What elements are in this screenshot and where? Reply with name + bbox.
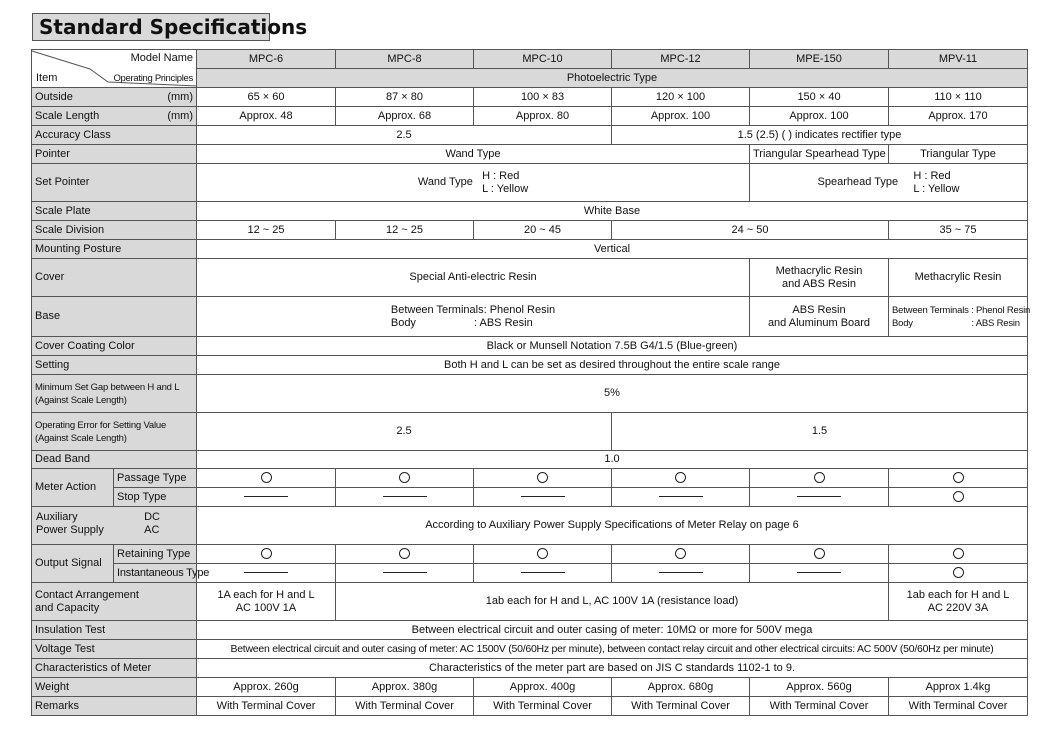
- row-label-coating: Cover Coating Color: [32, 337, 197, 356]
- circle-mark: [750, 469, 889, 488]
- base-value: Between Terminals : Phenol Resin Body : ABS Resin: [889, 297, 1028, 337]
- mounting-value: Vertical: [197, 240, 1028, 259]
- outside-value: 110 × 110: [889, 88, 1028, 107]
- circle-mark: [889, 564, 1028, 583]
- outside-value: 120 × 100: [612, 88, 750, 107]
- scale-division-value: 12 ~ 25: [197, 221, 336, 240]
- row-label-pointer: Pointer: [32, 145, 197, 164]
- scale-division-value: 20 ~ 45: [474, 221, 612, 240]
- set-pointer-value: Wand Type H : Red L : Yellow: [197, 164, 750, 202]
- insulation-value: Between electrical circuit and outer casing of meter: 10MΩ or more for 500V mega: [197, 621, 1028, 640]
- dash-mark: [197, 564, 336, 583]
- aux-power-value: According to Auxiliary Power Supply Specifications of Meter Relay on page 6: [197, 507, 1028, 545]
- scale-length-value: Approx. 100: [612, 107, 750, 126]
- model-header: MPC-12: [612, 50, 750, 69]
- accuracy-value: 2.5: [197, 126, 612, 145]
- scale-length-value: Approx. 68: [336, 107, 474, 126]
- row-label-accuracy: Accuracy Class: [32, 126, 197, 145]
- scale-division-value: 24 ~ 50: [612, 221, 889, 240]
- row-label-scale-division: Scale Division: [32, 221, 197, 240]
- circle-mark: [474, 545, 612, 564]
- pointer-value: Triangular Type: [889, 145, 1028, 164]
- remarks-value: With Terminal Cover: [474, 697, 612, 716]
- circle-mark: [336, 469, 474, 488]
- row-label-min-gap: Minimum Set Gap between H and L (Against Scale Length): [32, 375, 197, 413]
- contact-value: 1A each for H and L AC 100V 1A: [197, 583, 336, 621]
- scale-plate-value: White Base: [197, 202, 1028, 221]
- stop-type-label: Stop Type: [114, 488, 197, 507]
- remarks-value: With Terminal Cover: [197, 697, 336, 716]
- weight-value: Approx 1.4kg: [889, 678, 1028, 697]
- characteristics-value: Characteristics of the meter part are based on JIS C standards 1102-1 to 9.: [197, 659, 1028, 678]
- page-title: Standard Specifications: [32, 13, 270, 41]
- scale-division-value: 35 ~ 75: [889, 221, 1028, 240]
- row-label-voltage: Voltage Test: [32, 640, 197, 659]
- dash-mark: [474, 564, 612, 583]
- model-header: MPV-11: [889, 50, 1028, 69]
- pointer-value: Wand Type: [197, 145, 750, 164]
- row-label-meter-action: Meter Action: [32, 469, 114, 507]
- contact-value: 1ab each for H and L, AC 100V 1A (resistance load): [336, 583, 889, 621]
- circle-mark: [197, 469, 336, 488]
- circle-mark: [750, 545, 889, 564]
- accuracy-value: 1.5 (2.5) ( ) indicates rectifier type: [612, 126, 1028, 145]
- row-label-characteristics: Characteristics of Meter: [32, 659, 197, 678]
- retaining-type-label: Retaining Type: [114, 545, 197, 564]
- dash-mark: [612, 488, 750, 507]
- coating-value: Black or Munsell Notation 7.5B G4/1.5 (Blue-green): [197, 337, 1028, 356]
- instantaneous-type-label: Instantaneous Type: [114, 564, 197, 583]
- weight-value: Approx. 400g: [474, 678, 612, 697]
- circle-mark: [474, 469, 612, 488]
- outside-value: 87 × 80: [336, 88, 474, 107]
- scale-length-value: Approx. 170: [889, 107, 1028, 126]
- row-label-contact: Contact Arrangement and Capacity: [32, 583, 197, 621]
- circle-mark: [612, 469, 750, 488]
- weight-value: Approx. 680g: [612, 678, 750, 697]
- model-header: MPC-10: [474, 50, 612, 69]
- row-label-outside: Outside (mm): [32, 88, 197, 107]
- model-header: MPC-6: [197, 50, 336, 69]
- outside-value: 65 × 60: [197, 88, 336, 107]
- scale-length-value: Approx. 80: [474, 107, 612, 126]
- specifications-table: [31, 49, 1031, 716]
- row-label-scale-length: Scale Length (mm): [32, 107, 197, 126]
- op-error-value: 1.5: [612, 413, 1028, 451]
- dash-mark: [336, 564, 474, 583]
- row-label-dead-band: Dead Band: [32, 451, 197, 469]
- remarks-value: With Terminal Cover: [612, 697, 750, 716]
- dash-mark: [750, 488, 889, 507]
- circle-mark: [889, 469, 1028, 488]
- model-header: MPC-8: [336, 50, 474, 69]
- row-label-base: Base: [32, 297, 197, 337]
- operating-principle-value: Photoelectric Type: [197, 69, 1028, 88]
- remarks-value: With Terminal Cover: [750, 697, 889, 716]
- base-value: ABS Resin and Aluminum Board: [750, 297, 889, 337]
- model-name-label: Model Name: [130, 52, 193, 64]
- dash-mark: [474, 488, 612, 507]
- op-error-value: 2.5: [197, 413, 612, 451]
- operating-principles-label: Operating Principles: [113, 73, 193, 84]
- row-label-scale-plate: Scale Plate: [32, 202, 197, 221]
- setting-value: Both H and L can be set as desired throughout the entire scale range: [197, 356, 1028, 375]
- row-label-cover: Cover: [32, 259, 197, 297]
- remarks-value: With Terminal Cover: [889, 697, 1028, 716]
- circle-mark: [889, 488, 1028, 507]
- item-label: Item: [36, 72, 58, 84]
- outside-value: 150 × 40: [750, 88, 889, 107]
- row-label-op-error: Operating Error for Setting Value (Against Scale Length): [32, 413, 197, 451]
- remarks-value: With Terminal Cover: [336, 697, 474, 716]
- set-pointer-value: Spearhead Type H : Red L : Yellow: [750, 164, 1028, 202]
- cover-value: Methacrylic Resin: [889, 259, 1028, 297]
- scale-length-value: Approx. 100: [750, 107, 889, 126]
- weight-value: Approx. 260g: [197, 678, 336, 697]
- row-label-setting: Setting: [32, 356, 197, 375]
- dash-mark: [750, 564, 889, 583]
- scale-division-value: 12 ~ 25: [336, 221, 474, 240]
- circle-mark: [336, 545, 474, 564]
- dead-band-value: 1.0: [197, 451, 1028, 469]
- row-label-weight: Weight: [32, 678, 197, 697]
- circle-mark: [612, 545, 750, 564]
- scale-length-value: Approx. 48: [197, 107, 336, 126]
- model-header: MPE-150: [750, 50, 889, 69]
- weight-value: Approx. 380g: [336, 678, 474, 697]
- base-value: Between Terminals: Phenol Resin Body : ABS Resin: [197, 297, 750, 337]
- row-label-aux-power: Auxiliary Power Supply DC AC: [32, 507, 197, 545]
- header-corner-cell: [32, 50, 197, 88]
- cover-value: Methacrylic Resin and ABS Resin: [750, 259, 889, 297]
- row-label-output-signal: Output Signal: [32, 545, 114, 583]
- weight-value: Approx. 560g: [750, 678, 889, 697]
- cover-value: Special Anti-electric Resin: [197, 259, 750, 297]
- outside-value: 100 × 83: [474, 88, 612, 107]
- row-label-insulation: Insulation Test: [32, 621, 197, 640]
- dash-mark: [197, 488, 336, 507]
- contact-value: 1ab each for H and L AC 220V 3A: [889, 583, 1028, 621]
- circle-mark: [197, 545, 336, 564]
- voltage-value: Between electrical circuit and outer casing of meter: AC 1500V (50/60Hz per minute), between contact relay circuit and other electrical circuits: AC 500V (50/60Hz per minute): [197, 640, 1028, 659]
- row-label-remarks: Remarks: [32, 697, 197, 716]
- circle-mark: [889, 545, 1028, 564]
- row-label-set-pointer: Set Pointer: [32, 164, 197, 202]
- pointer-value: Triangular Spearhead Type: [750, 145, 889, 164]
- dash-mark: [336, 488, 474, 507]
- min-gap-value: 5%: [197, 375, 1028, 413]
- row-label-mounting: Mounting Posture: [32, 240, 197, 259]
- passage-type-label: Passage Type: [114, 469, 197, 488]
- dash-mark: [612, 564, 750, 583]
